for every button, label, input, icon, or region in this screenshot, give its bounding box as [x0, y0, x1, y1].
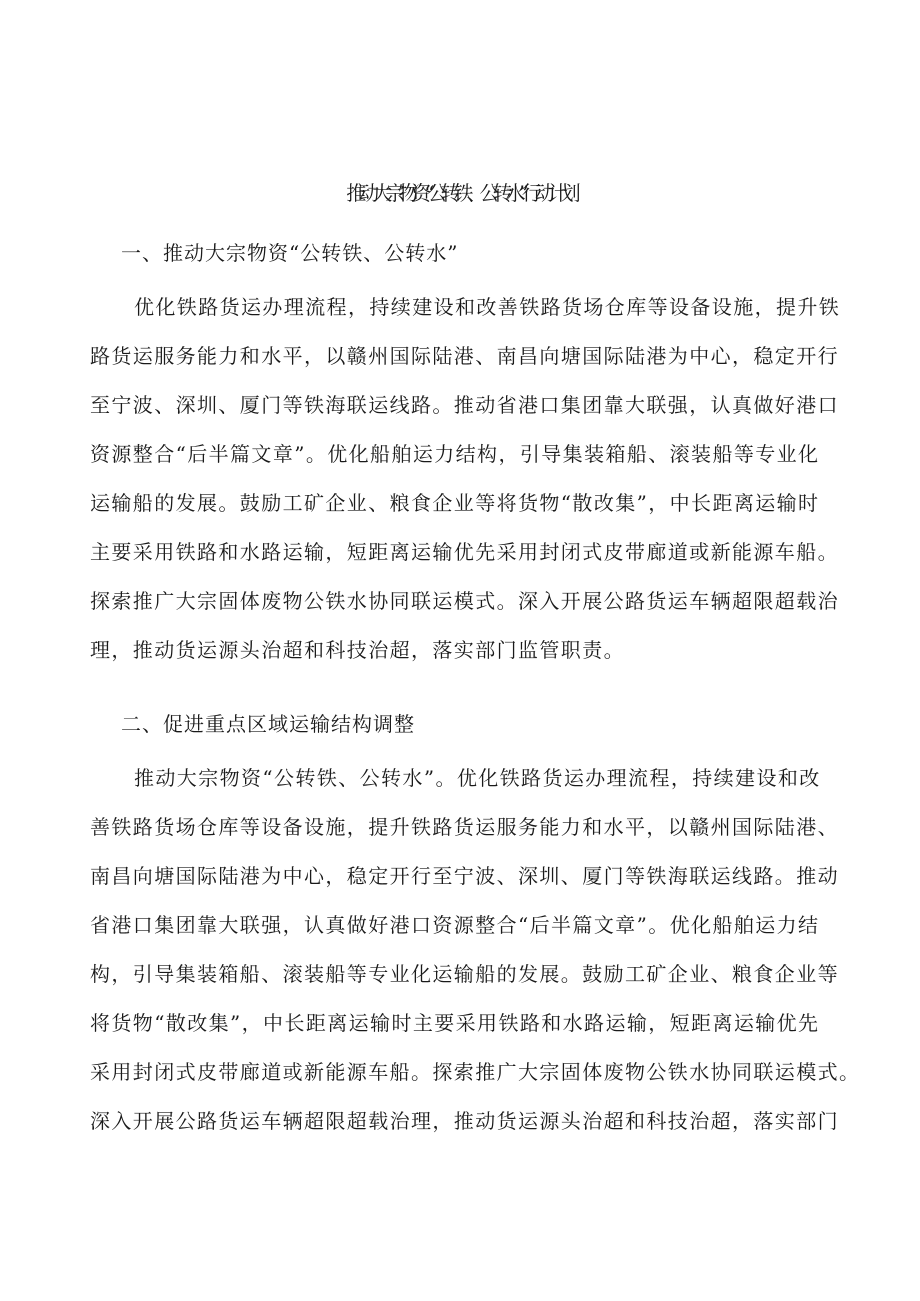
- section-2-line-5: 构，引导集装箱船、滚装船等专业化运输船的发展。鼓励工矿企业、粮食企业等: [90, 962, 839, 986]
- section-1-line-2: 路货运服务能力和水平，以赣州国际陆港、南昌向塘国际陆港为中心，稳定开行: [90, 344, 839, 368]
- document-title: 推动大宗物资“公转铁、公转水”行动计划: [346, 181, 574, 205]
- section-1-line-8: 理，推动货运源头治超和科技治超，落实部门监管职责。: [90, 638, 625, 662]
- section-2-line-6: 将货物“散改集”，中长距离运输时主要采用铁路和水路运输，短距离运输优先: [90, 1011, 820, 1035]
- section-1-line-3: 至宁波、深圳、厦门等铁海联运线路。推动省港口集团靠大联强，认真做好港口: [90, 393, 839, 417]
- section-2-line-7: 采用封闭式皮带廊道或新能源车船。探索推广大宗固体废物公铁水协同联运模式。: [90, 1060, 861, 1084]
- section-1-line-1: 优化铁路货运办理流程，持续建设和改善铁路货场仓库等设备设施，提升铁: [134, 295, 841, 319]
- section-1-line-5: 运输船的发展。鼓励工矿企业、粮食企业等将货物“散改集”，中长距离运输时: [90, 491, 820, 515]
- section-1-heading: 一、推动大宗物资“公转铁、公转水”: [121, 241, 459, 265]
- section-2-line-1: 推动大宗物资“公转铁、公转水”。优化铁路货运办理流程，持续建设和改: [134, 766, 821, 790]
- section-2-line-2: 善铁路货场仓库等设备设施，提升铁路货运服务能力和水平，以赣州国际陆港、: [90, 815, 839, 839]
- section-1-line-4: 资源整合“后半篇文章”。优化船舶运力结构，引导集装箱船、滚装船等专业化: [90, 442, 820, 466]
- section-2-heading: 二、促进重点区域运输结构调整: [121, 712, 415, 736]
- section-1-line-7: 探索推广大宗固体废物公铁水协同联运模式。深入开展公路货运车辆超限超载治: [90, 589, 839, 613]
- section-1-line-6: 主要采用铁路和水路运输，短距离运输优先采用封闭式皮带廊道或新能源车船。: [90, 540, 839, 564]
- section-2-line-8: 深入开展公路货运车辆超限超载治理，推动货运源头治超和科技治超，落实部门: [90, 1109, 839, 1133]
- section-2-line-3: 南昌向塘国际陆港为中心，稳定开行至宁波、深圳、厦门等铁海联运线路。推动: [90, 864, 839, 888]
- section-2-line-4: 省港口集团靠大联强，认真做好港口资源整合“后半篇文章”。优化船舶运力结: [90, 913, 820, 937]
